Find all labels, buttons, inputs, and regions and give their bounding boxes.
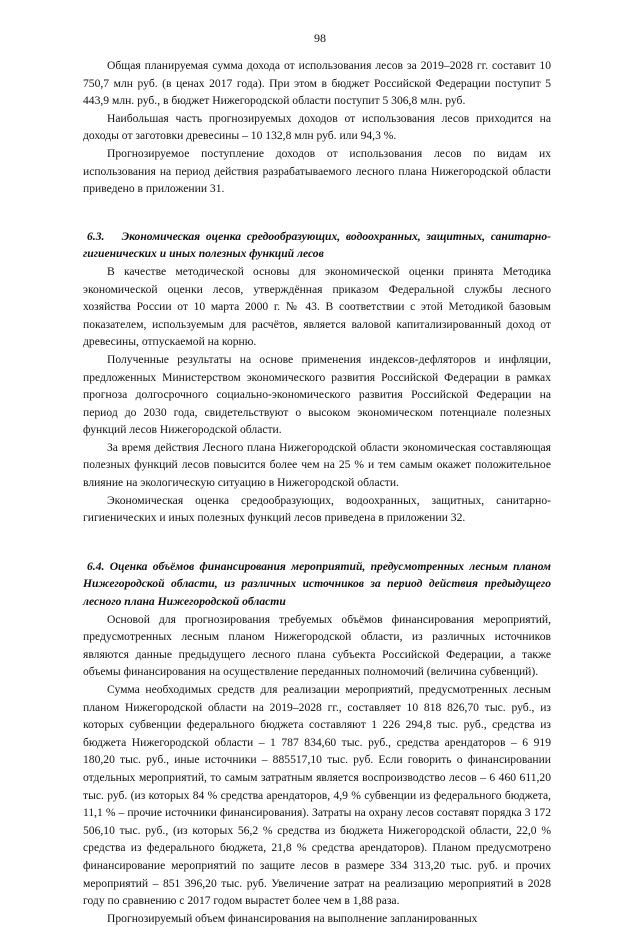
paragraph: Общая планируемая сумма дохода от использования лесов за 2019–2028 гг. составит 10 750,7 млн руб. (в ценах 2017 года). При этом в бюджет Российской Федерации поступит 5 443,9 млн. руб., в бюджет Нижегородской области поступит 5 306,8 млн. руб. bbox=[83, 59, 551, 108]
section-number: 6.3. bbox=[87, 229, 105, 243]
paragraph: Сумма необходимых средств для реализации мероприятий, предусмотренных лесным планом Нижегородской области на 2019–2028 гг., составляет 10 818 826,70 тыс. руб., из которых субвенции федерального бюджета составляют 1 226 294,8 тыс. руб., средства из бюджета Нижегородской области – 1 787 834,60 тыс. руб., средства арендаторов – 6 919 180,20 тыс. руб., иные источники – 885517,10 тыс. руб. Если говорить о финансировании отдельных мероприятий, то самым затратным является воспроизводство лесов – 6 460 611,20 тыс. руб. (из которых 84 % средства арендаторов, 4,9 % субвенции из федерального бюджета, 11,1 % – прочие источники финансирования). Затраты на охрану лесов составят порядка 3 172 506,10 тыс. руб., (из которых 56,2 % средства из бюджета Нижегородской области, 22,0 % средства из федерального бюджета, 21,8 % средства арендаторов). Планом предусмотрено финансирование мероприятий по защите лесов в размере 334 313,20 тыс. руб. и прочих мероприятий – 851 396,20 тыс. руб. Увеличение затрат на реализацию мероприятий в 2028 году по сравнению с 2017 годом вырастет более чем в 1,88 раза. bbox=[83, 683, 551, 908]
paragraph: Полученные результаты на основе применения индексов-дефляторов и инфляции, предложенных Министерством экономического развития Российской Федерации в рамках прогноза долгосрочного социально-экономического развития Российской Федерации на период до 2030 года, свидетельствуют о высоком экономическом потенциале полезных функций лесов Нижегородской области. bbox=[83, 352, 551, 437]
paragraph: Наибольшая часть прогнозируемых доходов от использования лесов приходится на доходы от заготовки древесины – 10 132,8 млн руб. или 94,3 %. bbox=[83, 111, 551, 143]
section-heading-6-4 bbox=[83, 558, 551, 611]
document-body bbox=[83, 57, 551, 927]
paragraph: За время действия Лесного плана Нижегородской области экономическая составляющая полезных функций лесов повысится более чем на 25 % и тем самым окажет положительное влияние на экологическую ситуацию в Нижегородской области. bbox=[83, 440, 551, 490]
paragraph: Основой для прогнозирования требуемых объёмов финансирования мероприятий, предусмотренных лесным планом Нижегородской области, из различных источников являются данные предыдущего лесного плана субъекта Российской Федерации, а также объемы финансирования на осуществление переданных полномочий (величина субвенций). bbox=[83, 612, 551, 679]
section-number: 6.4. bbox=[87, 559, 105, 573]
section-title: Экономическая оценка средообразующих, водоохранных, защитных, санитарно-гигиенических и иных полезных функций лесов bbox=[83, 229, 551, 261]
paragraph: Прогнозируемое поступление доходов от использования лесов по видам их использования на период действия разрабатываемого лесного плана Нижегородской области приведено в приложении 31. bbox=[83, 146, 551, 196]
section-heading-6-3 bbox=[83, 228, 551, 263]
paragraph: Прогнозируемый объем финансирования на выполнение запланированных bbox=[107, 911, 478, 925]
paragraph: Экономическая оценка средообразующих, водоохранных, защитных, санитарно-гигиенических и иных полезных функций лесов приведена в приложении 32. bbox=[83, 493, 551, 525]
page-number: 98 bbox=[314, 31, 326, 45]
paragraph: В качестве методической основы для экономической оценки принята Методика экономической оценки лесов, утверждённая приказом Федеральной службы лесного хозяйства России от 10 марта 2000 г. № 43. В соответствии с этой Методикой базовым показателем, используемым для расчётов, является валовой капитализированный доход от древесины, отпускаемой на корню. bbox=[83, 264, 551, 349]
section-title: Оценка объёмов финансирования мероприятий, предусмотренных лесным планом Нижегородской области, из различных источников за период действия предыдущего лесного плана Нижегородской области bbox=[83, 559, 552, 609]
